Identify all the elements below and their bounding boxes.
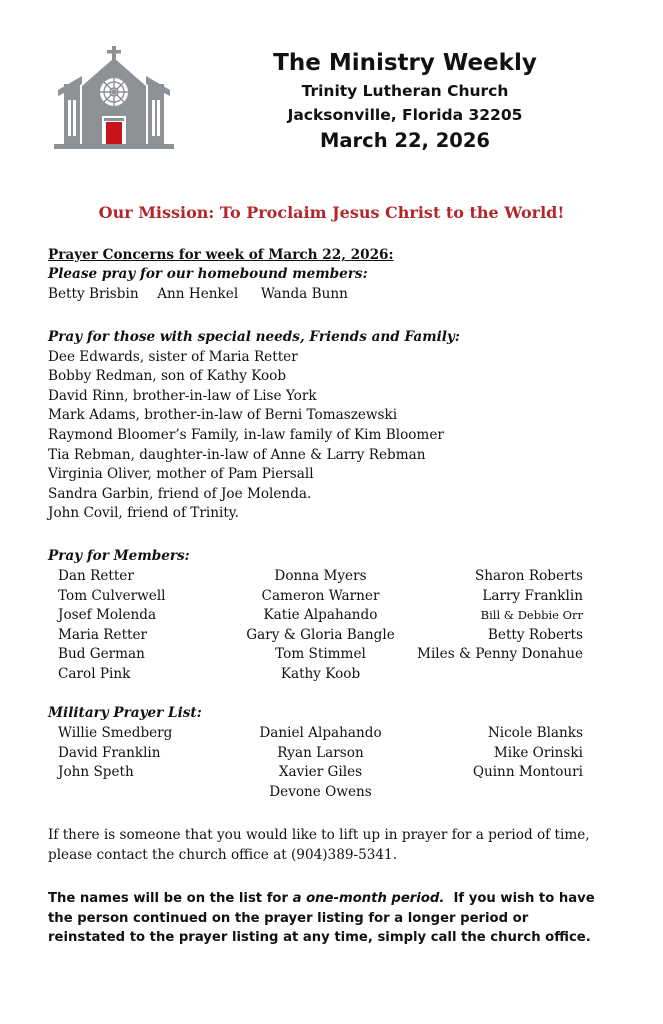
list-item: Mike Orinski: [493, 744, 583, 761]
list-item: David Rinn, brother-in-law of Lise York: [48, 387, 317, 404]
list-item: Raymond Bloomer’s Family, in-law family of Kim Bloomer: [48, 426, 444, 443]
list-item: Carol Pink: [58, 665, 131, 682]
military-column-1: [58, 724, 172, 783]
list-item: Dee Edwards, sister of Maria Retter: [48, 348, 298, 365]
list-item: Dan Retter: [58, 568, 134, 584]
church-name: Trinity Lutheran Church: [301, 82, 509, 100]
list-item: Kathy Koob: [280, 665, 361, 682]
list-item: Josef Molenda: [58, 607, 157, 624]
list-item: Nicole Blanks: [487, 725, 583, 741]
mission-statement: Our Mission: To Proclaim Jesus Christ to the World!: [98, 203, 565, 222]
special-needs-heading: Pray for those with special needs, Friends and Family:: [48, 329, 460, 345]
bulletin-title: The Ministry Weekly: [273, 50, 537, 76]
members-column-1: [58, 567, 166, 685]
list-item: Donna Myers: [274, 568, 367, 584]
members-column-3: [417, 567, 583, 665]
list-item: Cameron Warner: [261, 587, 380, 604]
military-heading: Military Prayer List:: [48, 705, 202, 721]
contact-paragraph: If there is someone that you would like to lift up in prayer for a period of time, please contact the church office at (904)389-5341.: [48, 827, 590, 863]
list-item: Xavier Giles: [278, 764, 363, 781]
church-city: Jacksonville, Florida 32205: [287, 106, 523, 124]
homebound-list: [48, 285, 348, 305]
list-item: Tia Rebman, daughter-in-law of Anne & Larry Rebman: [48, 446, 426, 463]
bulletin-date: March 22, 2026: [319, 129, 490, 152]
list-item: Gary & Gloria Bangle: [246, 626, 395, 643]
list-item: Sharon Roberts: [474, 568, 583, 584]
list-item: Virginia Oliver, mother of Pam Piersall: [48, 466, 314, 483]
list-item: Larry Franklin: [482, 587, 583, 604]
list-item: Miles & Penny Donahue: [417, 646, 583, 663]
list-item: Quinn Montouri: [472, 764, 583, 781]
list-item: Bill & Debbie Orr: [480, 608, 583, 623]
list-item: Maria Retter: [58, 626, 148, 643]
notice-paragraph: [48, 889, 608, 948]
list-item: Ryan Larson: [277, 744, 364, 761]
notice-text-continued: If you wish to have the person continued on the prayer listing for a longer period or reinstated to the prayer listing at any time, simply call the church office.: [48, 891, 600, 946]
church-logo-icon: [50, 46, 178, 150]
list-item: Bud German: [58, 646, 145, 663]
homebound-member: Betty Brisbin: [48, 286, 139, 302]
list-item: Betty Roberts: [487, 626, 583, 643]
list-item: John Covil, friend of Trinity.: [48, 505, 239, 522]
list-item: Willie Smedberg: [58, 725, 173, 741]
list-item: Devone Owens: [269, 783, 372, 800]
special-needs-section: [48, 328, 460, 524]
prayer-concerns-heading: Prayer Concerns for week of March 22, 2026:: [48, 247, 394, 263]
list-item: John Speth: [58, 764, 134, 781]
list-item: Bobby Redman, son of Kathy Koob: [48, 368, 287, 385]
homebound-heading: Please pray for our homebound members:: [48, 266, 368, 282]
list-item: Tom Stimmel: [275, 646, 366, 663]
homebound-member: Ann Henkel: [157, 286, 239, 302]
military-column-3: [473, 724, 583, 783]
members-column-2: [208, 567, 433, 685]
homebound-member: Wanda Bunn: [260, 286, 348, 302]
list-item: Mark Adams, brother-in-law of Berni Tomaszewski: [48, 407, 398, 424]
list-item: David Franklin: [58, 744, 161, 761]
list-item: Sandra Garbin, friend of Joe Molenda.: [48, 485, 312, 502]
list-item: Daniel Alpahando: [259, 725, 382, 741]
notice-emphasis: a one-month period.: [292, 891, 445, 906]
list-item: Tom Culverwell: [58, 587, 166, 604]
military-column-2: [208, 724, 433, 802]
members-heading: Pray for Members:: [48, 548, 190, 564]
notice-text: The names will be on the list for: [48, 891, 293, 906]
list-item: Katie Alpahando: [263, 607, 378, 624]
